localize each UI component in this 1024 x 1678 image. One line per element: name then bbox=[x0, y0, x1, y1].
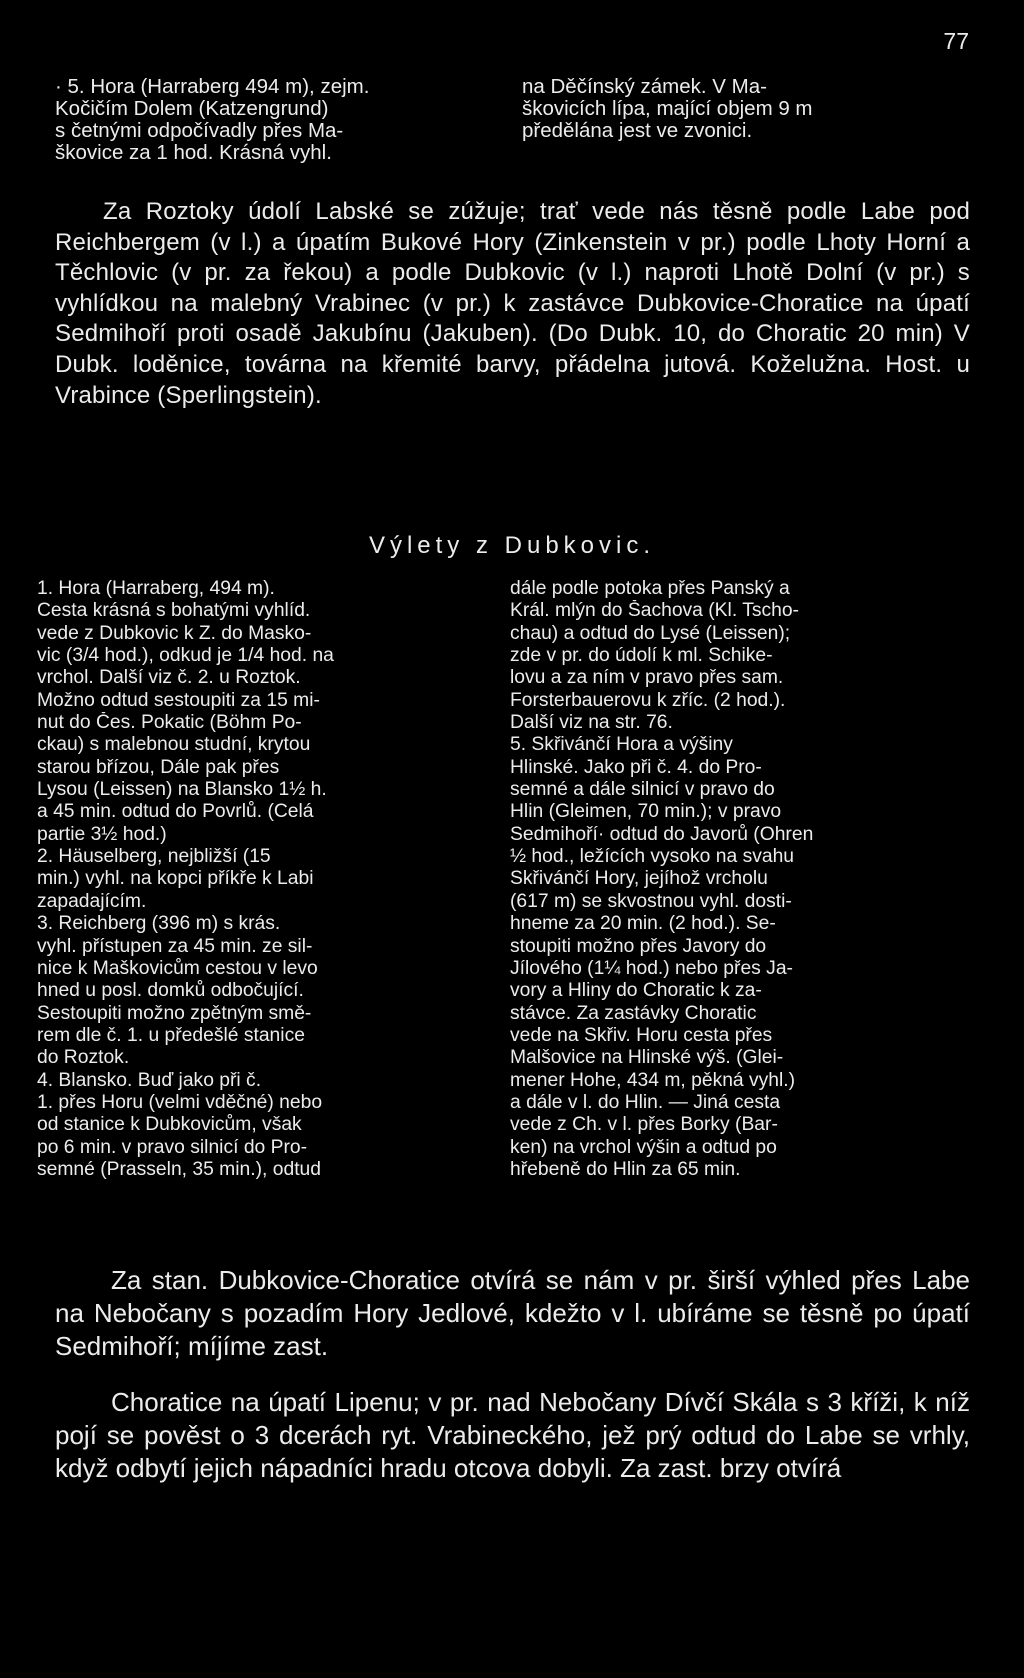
text-line: dále podle potoka přes Panský a bbox=[510, 578, 790, 599]
text-line: nice k Maškovicům cestou v levo bbox=[37, 957, 318, 979]
text-line: starou břízou, Dále pak přes bbox=[37, 756, 280, 778]
text-line: min.) vyhl. na kopci příkře k Labi bbox=[37, 868, 314, 890]
text-line: hned u posl. domků odbočující. bbox=[37, 980, 304, 1002]
text-line: Forsterbauerovu k zříc. (2 hod.). bbox=[510, 689, 786, 711]
two-column-section bbox=[37, 578, 966, 1181]
text-line: mener Hohe, 434 m, pěkná vyhl.) bbox=[510, 1069, 796, 1091]
text-line: rem dle č. 1. u předešlé stanice bbox=[37, 1024, 305, 1046]
text-line: 3. Reichberg (396 m) s krás. bbox=[37, 913, 281, 935]
text-line: zde v pr. do údolí k ml. Schike- bbox=[510, 645, 773, 667]
text-line: stoupiti možno přes Javory do bbox=[510, 935, 767, 957]
text-line: (617 m) se skvostnou vyhl. dosti- bbox=[510, 890, 792, 912]
text-line: Jílového (1¼ hod.) nebo přes Ja- bbox=[510, 957, 793, 979]
outro-paragraph-2: Choratice na úpatí Lipenu; v pr. nad Nebočany Dívčí Skála s 3 kříži, k níž pojí se pověst o 3 dcerách ryt. Vrabineckého, jež prý odtud do Labe se vrhly, když odbytí jejich nápadníci hradu otcova dobyli. Za zast. brzy otvírá bbox=[55, 1387, 970, 1484]
text-line: do Roztok. bbox=[37, 1047, 130, 1069]
text-line: škovicích lípa, mající objem 9 m bbox=[522, 98, 813, 120]
text-line: ½ hod., ležících vysoko na svahu bbox=[510, 846, 795, 868]
text-line: od stanice k Dubkovicům, však bbox=[37, 1114, 302, 1136]
text-line: a 45 min. odtud do Povrlů. (Celá bbox=[37, 801, 314, 823]
text-line: Hlin (Gleimen, 70 min.); v pravo bbox=[510, 801, 782, 823]
text-line: vory a Hliny do Choratic k za- bbox=[510, 980, 762, 1002]
text-line: Skřivánčí Hory, jejíhož vrcholu bbox=[510, 868, 768, 890]
text-line: vic (3/4 hod.), odkud je 1/4 hod. na bbox=[37, 645, 334, 667]
text-line: vede na Skřiv. Horu cesta přes bbox=[510, 1024, 773, 1046]
text-line: ckau) s malebnou studní, krytou bbox=[37, 734, 311, 756]
text-line: stávce. Za zastávky Choratic bbox=[510, 1002, 757, 1024]
text-line: vede z Dubkovic k Z. do Masko- bbox=[37, 622, 312, 644]
right-column bbox=[510, 578, 966, 1181]
section-heading: Výlety z Dubkovic. bbox=[368, 532, 656, 559]
text-line: Možno odtud sestoupiti za 15 mi- bbox=[37, 689, 320, 711]
text-line: Sedmihoří· odtud do Javorů (Ohren bbox=[510, 823, 814, 845]
intro-paragraph: Za Roztoky údolí Labské se zúžuje; trať vede nás těsně podle Labe pod Reichbergem (v l.) a úpatím Bukové Hory (Zinkenstein v pr.) podle Lhoty Horní a Těchlovic (v pr. za řekou) a podle Dubkovic (v l.) naproti Lhotě Dolní (v pr.) s vyhlídkou na malebný Vrabinec (v pr.) k zastávce Dubkovice-Choratice na úpatí Sedmihoří proti osadě Jakubínu (Jakuben). (Do Dubk. 10, do Choratic 20 min) V Dubk. loděnice, továrna na křemité barvy, přádelna jutová. Koželužna. Host. u Vrabince (Sperlingstein). bbox=[55, 198, 970, 409]
text-line: semné a dále silnicí v pravo do bbox=[510, 779, 775, 801]
text-line: Král. mlýn do Šachova (Kl. Tscho- bbox=[510, 600, 799, 622]
text-line: Sestoupiti možno zpětným smě- bbox=[37, 1002, 312, 1024]
text-line: hřebeně do Hlin za 65 min. bbox=[510, 1158, 741, 1180]
top-left-column bbox=[55, 76, 503, 164]
outro-paragraph-1: Za stan. Dubkovice-Choratice otvírá se nám v pr. širší výhled přes Labe na Nebočany s pozadím Hory Jedlové, kdežto v l. ubíráme se těsně po úpatí Sedmihoří; míjíme zast. bbox=[55, 1265, 970, 1362]
text-line: hneme za 20 min. (2 hod.). Se- bbox=[510, 913, 776, 935]
outro-section bbox=[55, 1264, 970, 1486]
text-line: chau) a odtud do Lysé (Leissen); bbox=[510, 622, 791, 644]
text-line: 1. přes Horu (velmi vděčné) nebo bbox=[37, 1091, 323, 1113]
text-line: Lysou (Leissen) na Blansko 1½ h. bbox=[37, 779, 327, 801]
text-line: ken) na vrchol výšin a odtud po bbox=[510, 1136, 777, 1158]
text-line: Cesta krásná s bohatými vyhlíd. bbox=[37, 600, 311, 622]
left-column bbox=[37, 578, 493, 1181]
text-line: 4. Blansko. Buď jako při č. bbox=[37, 1069, 262, 1091]
text-line: · 5. Hora (Harraberg 494 m), zejm. bbox=[55, 76, 370, 98]
text-line: Malšovice na Hlinské výš. (Glei- bbox=[510, 1047, 784, 1069]
text-line: 2. Häuselberg, nejbližší (15 bbox=[37, 846, 271, 868]
text-line: semné (Prasseln, 35 min.), odtud bbox=[37, 1158, 321, 1180]
text-line: vrchol. Další viz č. 2. u Roztok. bbox=[37, 667, 301, 689]
text-line: Kočičím Dolem (Katzengrund) bbox=[55, 98, 329, 120]
text-line: předělána jest ve zvonici. bbox=[522, 120, 753, 142]
text-line: škovice za 1 hod. Krásná vyhl. bbox=[55, 142, 332, 164]
top-right-column bbox=[522, 76, 970, 164]
top-section bbox=[55, 76, 970, 164]
text-line: Hlinské. Jako při č. 4. do Pro- bbox=[510, 756, 762, 778]
text-line: lovu a za ním v pravo přes sam. bbox=[510, 667, 784, 689]
text-line: po 6 min. v pravo silnicí do Pro- bbox=[37, 1136, 308, 1158]
text-line: a dále v l. do Hlin. — Jiná cesta bbox=[510, 1091, 781, 1113]
text-line: Další viz na str. 76. bbox=[510, 712, 673, 734]
text-line: partie 3½ hod.) bbox=[37, 823, 167, 845]
text-line: 5. Skřivánčí Hora a výšiny bbox=[510, 734, 733, 756]
page-number: 77 bbox=[943, 28, 969, 54]
text-line: 1. Hora (Harraberg, 494 m). bbox=[37, 578, 275, 599]
intro-paragraph-block bbox=[55, 197, 970, 411]
text-line: na Děčínský zámek. V Ma- bbox=[522, 76, 767, 98]
text-line: nut do Čes. Pokatic (Böhm Po- bbox=[37, 712, 302, 734]
text-line: vede z Ch. v l. přes Borky (Bar- bbox=[510, 1114, 778, 1136]
text-line: s četnými odpočívadly přes Ma- bbox=[55, 120, 344, 142]
text-line: vyhl. přístupen za 45 min. ze sil- bbox=[37, 935, 313, 957]
text-line: zapadajícím. bbox=[37, 890, 147, 912]
